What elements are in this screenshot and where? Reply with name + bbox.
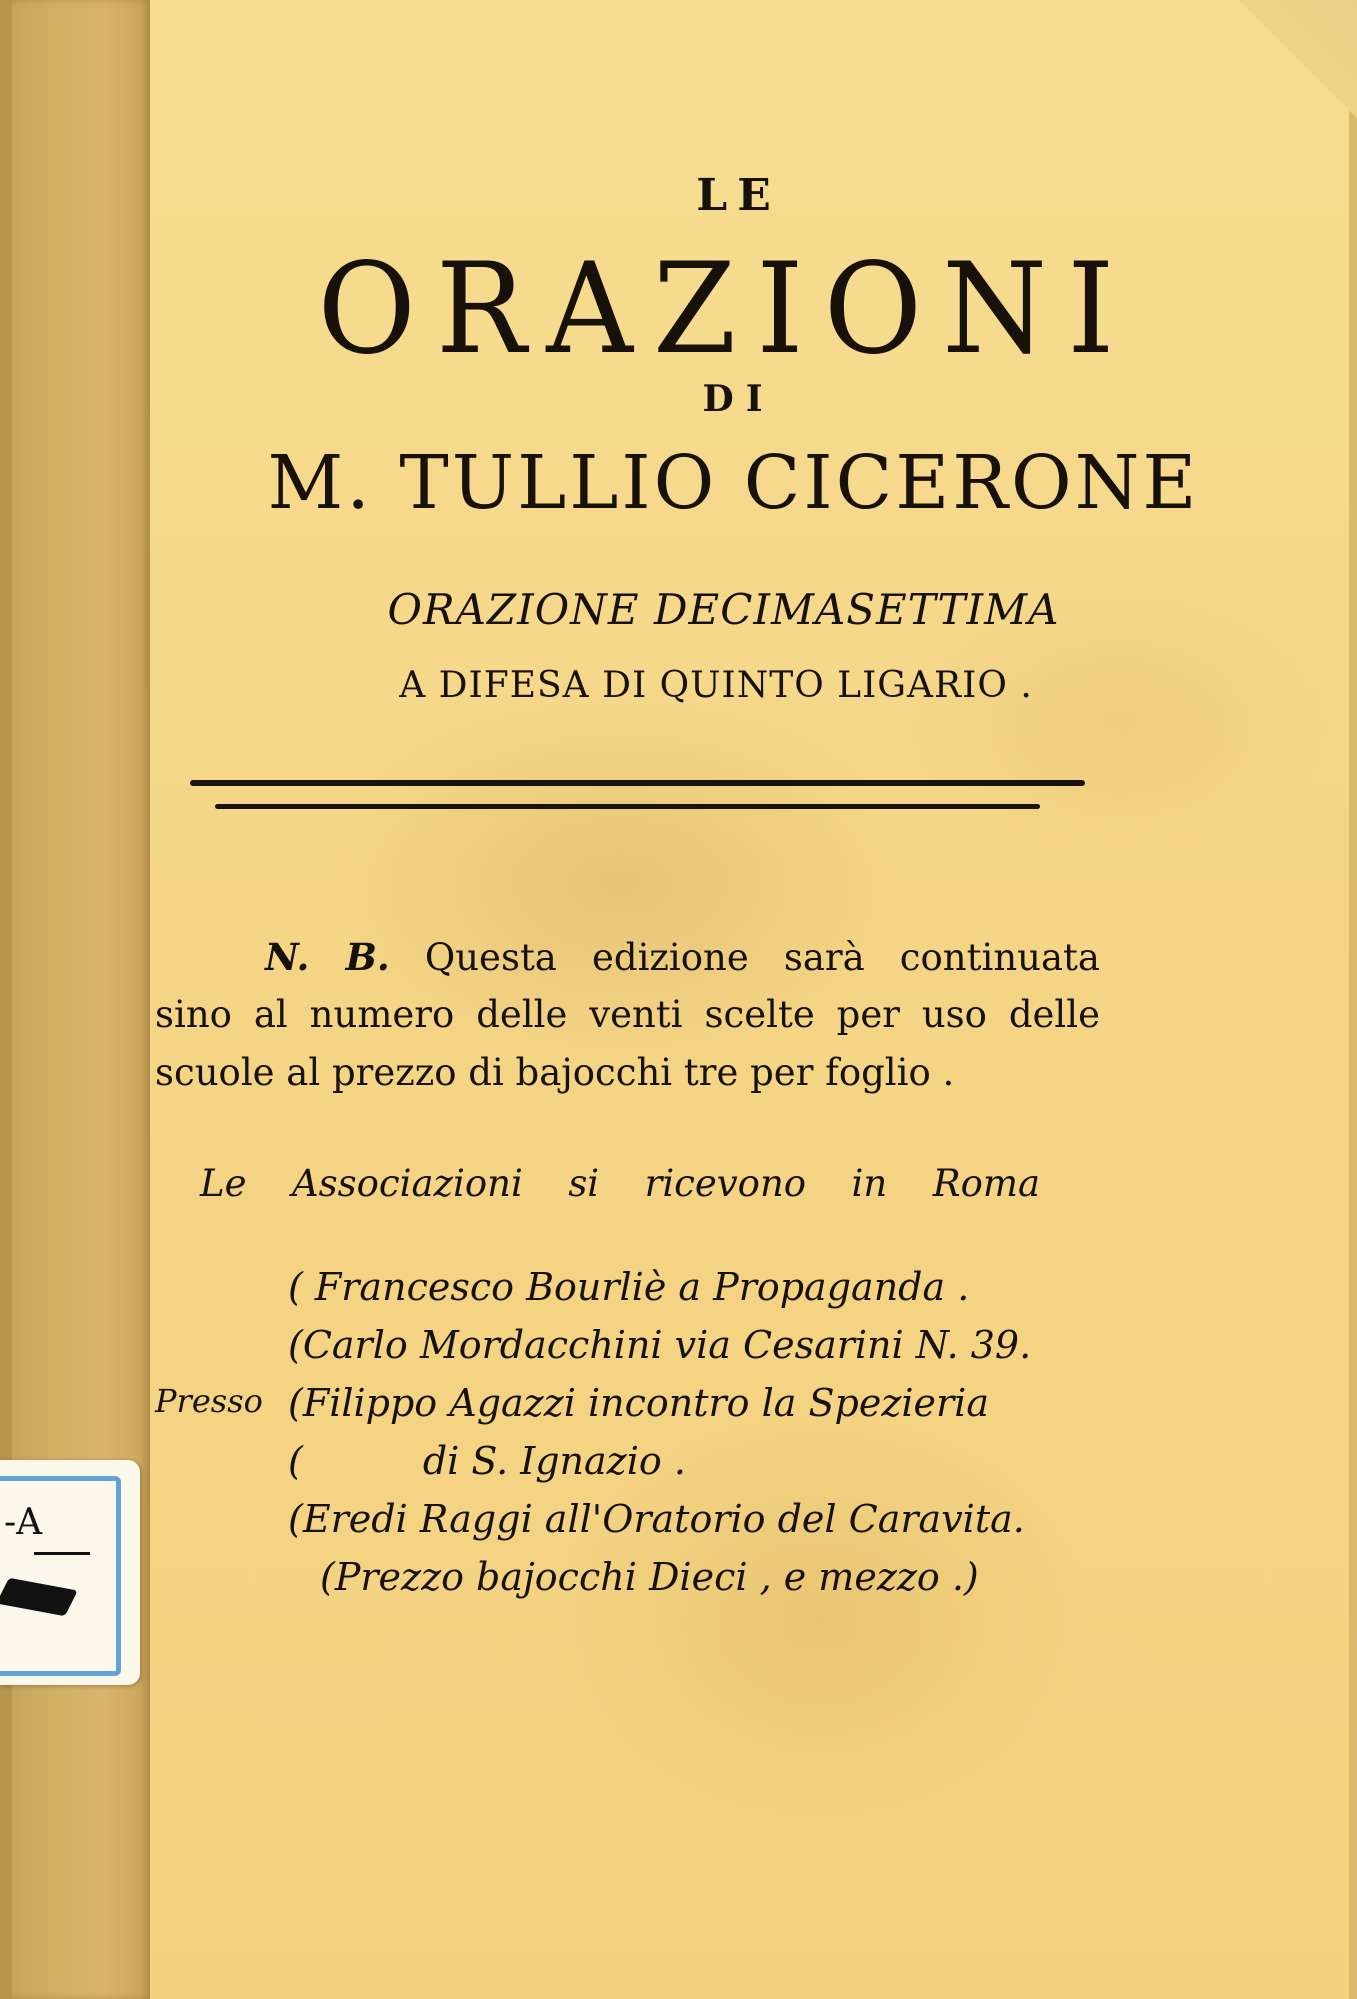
open-paren: (	[288, 1439, 303, 1483]
subscription-entry: (Eredi Raggi all'Oratorio del Caravita.	[288, 1497, 1025, 1541]
subscriptions-heading: Le Associazioni si ricevono in Roma	[200, 1162, 1040, 1205]
subscription-entry: ( Francesco Bourliè a Propaganda .	[288, 1265, 970, 1309]
divider-rule-bottom	[215, 804, 1040, 809]
oration-number: ORAZIONE DECIMASETTIMA	[387, 585, 1060, 634]
divider-rule-top	[190, 780, 1085, 786]
subscription-entry-text: di S. Ignazio .	[422, 1439, 686, 1483]
price-line: (Prezzo bajocchi Dieci , e mezzo .)	[320, 1555, 979, 1599]
note-lead: N. B.	[265, 935, 390, 979]
oration-subject: A DIFESA DI QUINTO LIGARIO .	[399, 665, 1033, 706]
author-name: M. TULLIO CICERONE	[267, 440, 1200, 526]
note-line-1	[265, 935, 1100, 979]
subscription-entry-continued	[288, 1439, 686, 1483]
library-label	[0, 1460, 140, 1685]
note-line-2: sino al numero delle venti scelte per uso delle	[155, 993, 1100, 1036]
note-line-1-text: Questa edizione sarà continuata	[424, 936, 1100, 979]
subscription-entry: (Carlo Mordacchini via Cesarini N. 39.	[288, 1323, 1032, 1367]
subscription-entry: (Filippo Agazzi incontro la Spezieria	[288, 1381, 989, 1425]
library-label-line	[34, 1552, 90, 1555]
library-label-text: -A	[4, 1502, 43, 1543]
title-di: DI	[702, 378, 775, 420]
corner-fold	[1217, 0, 1357, 120]
title-le: LE	[696, 170, 781, 221]
presso-label: Presso	[155, 1382, 263, 1420]
title-orazioni: ORAZIONI	[317, 236, 1135, 383]
note-line-3: scuole al prezzo di bajocchi tre per foglio .	[155, 1051, 955, 1094]
